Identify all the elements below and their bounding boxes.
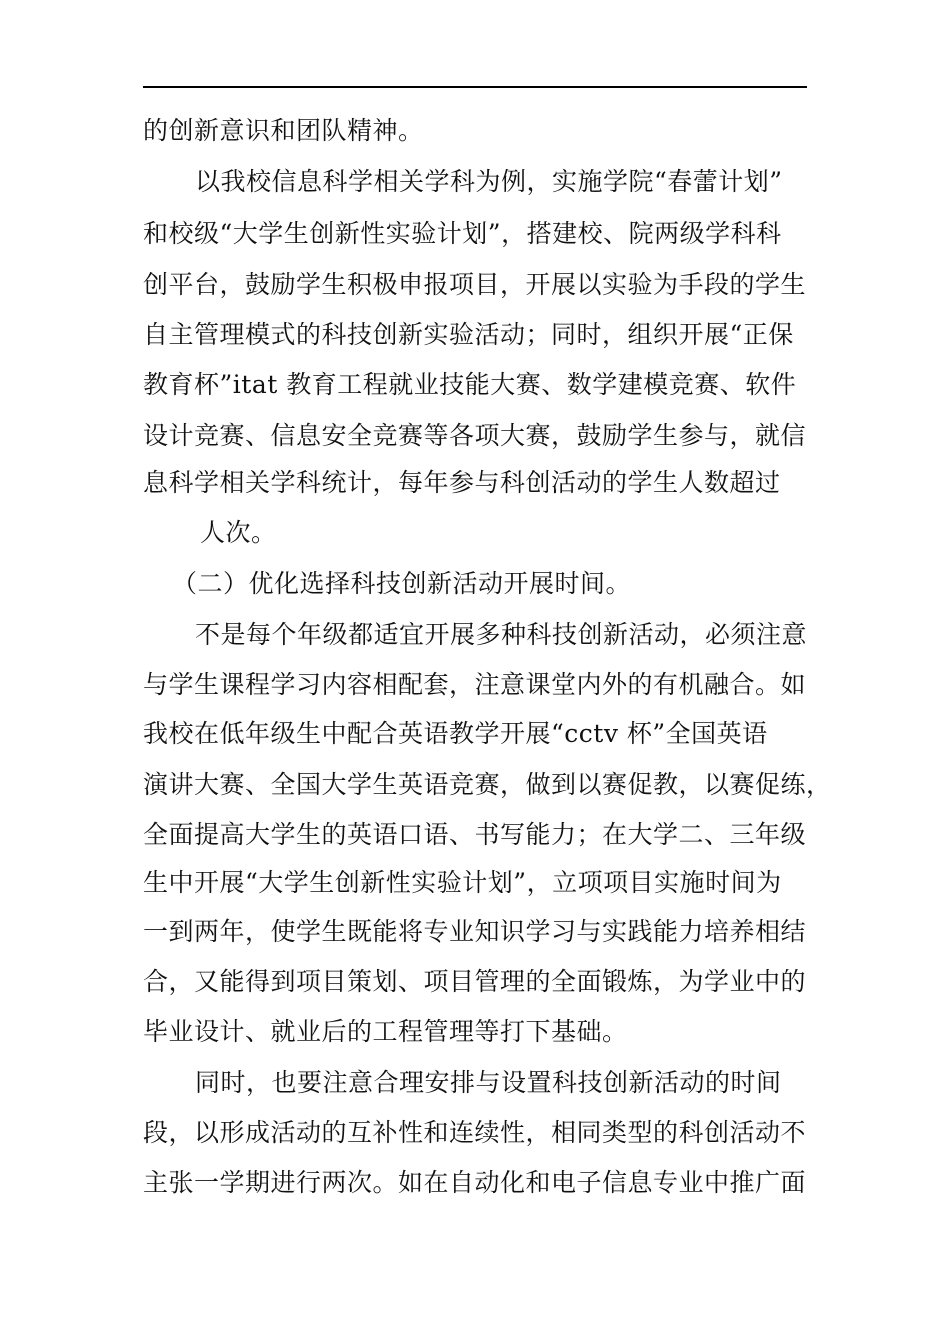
text-line: 人次。	[200, 518, 277, 547]
text-line: 同时，也要注意合理安排与设置科技创新活动的时间	[195, 1068, 782, 1097]
text-line: 创平台，鼓励学生积极申报项目，开展以实验为手段的学生	[143, 270, 807, 299]
text-line: 和校级“大学生创新性实验计划”，搭建校、院两级学科科	[143, 219, 782, 248]
text-line: 生中开展“大学生创新性实验计划”，立项项目实施时间为	[143, 868, 782, 897]
text-line: 以我校信息科学相关学科为例，实施学院“春蕾计划”	[195, 167, 783, 196]
text-line: 的创新意识和团队精神。	[143, 116, 424, 145]
text-line: 主张一学期进行两次。如在自动化和电子信息专业中推广面	[143, 1168, 807, 1197]
text-line: 全面提高大学生的英语口语、书写能力；在大学二、三年级	[143, 820, 807, 849]
text-line: 设计竞赛、信息安全竞赛等各项大赛，鼓励学生参与，就信	[143, 421, 807, 450]
text-line: 教育杯”itat 教育工程就业技能大赛、数学建模竞赛、软件	[143, 370, 797, 399]
text-line: 演讲大赛、全国大学生英语竞赛，做到以赛促教，以赛促练，	[143, 770, 832, 799]
text-line: 合，又能得到项目策划、项目管理的全面锻炼，为学业中的	[143, 967, 807, 996]
text-line: 段，以形成活动的互补性和连续性，相同类型的科创活动不	[143, 1118, 807, 1147]
text-line: 我校在低年级生中配合英语教学开展“cctv 杯”全国英语	[143, 719, 768, 748]
text-line: 与学生课程学习内容相配套，注意课堂内外的有机融合。如	[143, 670, 807, 699]
text-line: 毕业设计、就业后的工程管理等打下基础。	[143, 1017, 628, 1046]
section-heading: （二）优化选择科技创新活动开展时间。	[172, 569, 632, 598]
text-line: 不是每个年级都适宜开展多种科技创新活动，必须注意	[195, 620, 808, 649]
header-rule	[143, 86, 807, 88]
text-line: 一到两年，使学生既能将专业知识学习与实践能力培养相结	[143, 917, 807, 946]
text-line: 息科学相关学科统计，每年参与科创活动的学生人数超过	[143, 468, 781, 497]
text-line: 自主管理模式的科技创新实验活动；同时，组织开展“正保	[143, 320, 794, 349]
